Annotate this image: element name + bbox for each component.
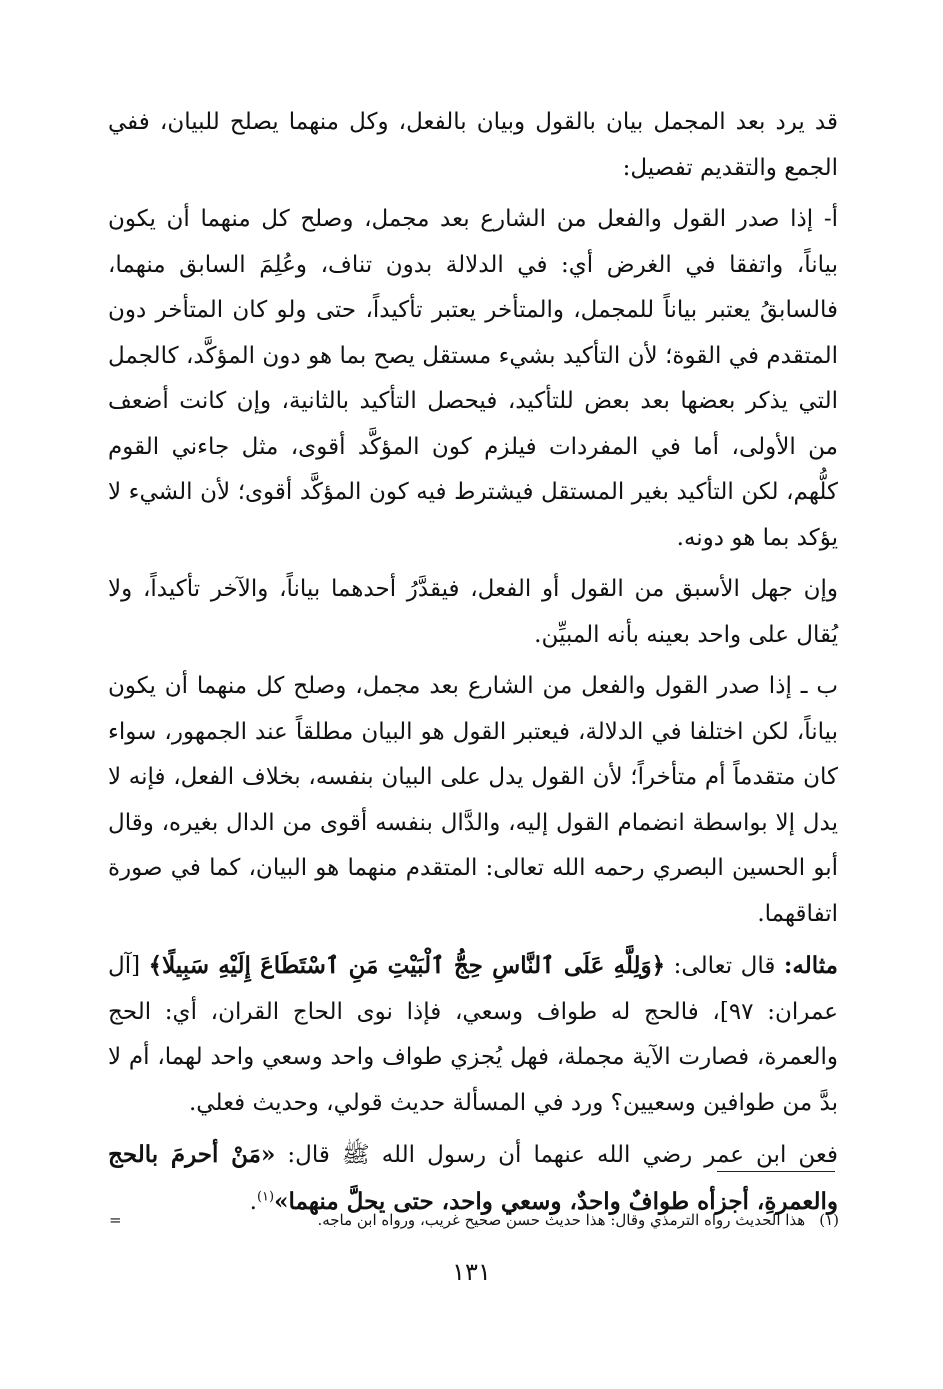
hadith-text: «مَنْ أحرمَ بالحج والعمرةِ، أجزأه طوافٌ واحدٌ، وسعي واحد، حتى يحلَّ منهما» [108, 1141, 838, 1215]
paragraph-intro: قد يرد بعد المجمل بيان بالقول وبيان بالفعل، وكل منهما يصلح للبيان، ففي الجمع والتقديم تفصيل: [108, 109, 838, 181]
footnote-text: هذا الحديث رواه الترمذي وقال: هذا حديث حسن صحيح غريب، ورواه ابن ماجه. [317, 1211, 806, 1229]
footnote [109, 1208, 839, 1232]
example-intro: قال تعالى: [673, 953, 776, 979]
hadith-end-period: . [249, 1188, 257, 1215]
paragraph-example [108, 943, 838, 1126]
quran-verse: ﴿وَلِلَّهِ عَلَى ٱلنَّاسِ حِجُّ ٱلْبَيْتِ مَنِ ٱسْتَطَاعَ إِلَيْهِ سَبِيلًا﴾ [148, 952, 666, 979]
paragraph-unknown-order: وإن جهل الأسبق من القول أو الفعل، فيقدَّرُ أحدهما بياناً، والآخر تأكيداً، ولا يُقال على واحد بعينه بأنه المبيِّن. [108, 576, 838, 648]
paragraph-case-b: ب ـ إذا صدر القول والفعل من الشارع بعد مجمل، وصلح كل منهما أن يكون بياناً، لكن اختلفا في الدلالة، فيعتبر القول هو البيان مطلقاً عند الجمهور، سواء كان متقدماً أم متأخراً؛ لأن القول يدل على البيان بنفسه، بخلاف الفعل، فإنه لا يدل إلا بواسطة انضمام القول إليه، والدَّال بنفسه أقوى من الدال بغيره، وقال أبو الحسين البصري رحمه الله تعالى: المتقدم منهما هو البيان، كما في صورة اتفاقهما. [108, 673, 838, 927]
main-text [108, 100, 838, 1225]
footnote-number: (١) [819, 1211, 839, 1229]
example-label: مثاله: [783, 952, 838, 979]
footnote-divider [717, 1171, 835, 1172]
paragraph-case-a: أ- إذا صدر القول والفعل من الشارع بعد مجمل، وصلح كل منهما أن يكون بياناً، واتفقا في الغرض أي: في الدلالة بدون تناف، وعُلِمَ السابق منهما، فالسابقُ يعتبر بياناً للمجمل، والمتأخر يعتبر تأكيداً، حتى ولو كان المتأخر دون المتقدم في القوة؛ لأن التأكيد بشيء مستقل يصح بما هو دون المؤكَّد، كالجمل التي يذكر بعضها بعد بعض للتأكيد، فيحصل التأكيد بالثانية، وإن كانت أضعف من الأولى، أما في المفردات فيلزم كون المؤكَّد أقوى، مثل جاءني القوم كلُّهم، لكن التأكيد بغير المستقل فيشترط فيه كون المؤكَّد أقوى؛ لأن الشيء لا يؤكد بما هو دونه. [108, 206, 838, 551]
hadith-intro: فعن ابن عمر رضي الله عنهما أن رسول الله ﷺ قال: [287, 1142, 838, 1168]
page-number: ١٣١ [452, 1258, 491, 1286]
example-body: [آل عمران: ٩٧]، فالحج له طواف وسعي، فإذا نوى الحاج القران، أي: الحج والعمرة، فصارت الآية مجملة، فهل يُجزي طواف واحد وسعي واحد لهما، أم لا بدَّ من طوافين وسعيين؟ ورد في المسألة حديث قولي، وحديث فعلي. [108, 953, 838, 1116]
footnote-continuation-mark: = [109, 1211, 122, 1229]
footnote-reference: (١) [256, 1188, 275, 1204]
